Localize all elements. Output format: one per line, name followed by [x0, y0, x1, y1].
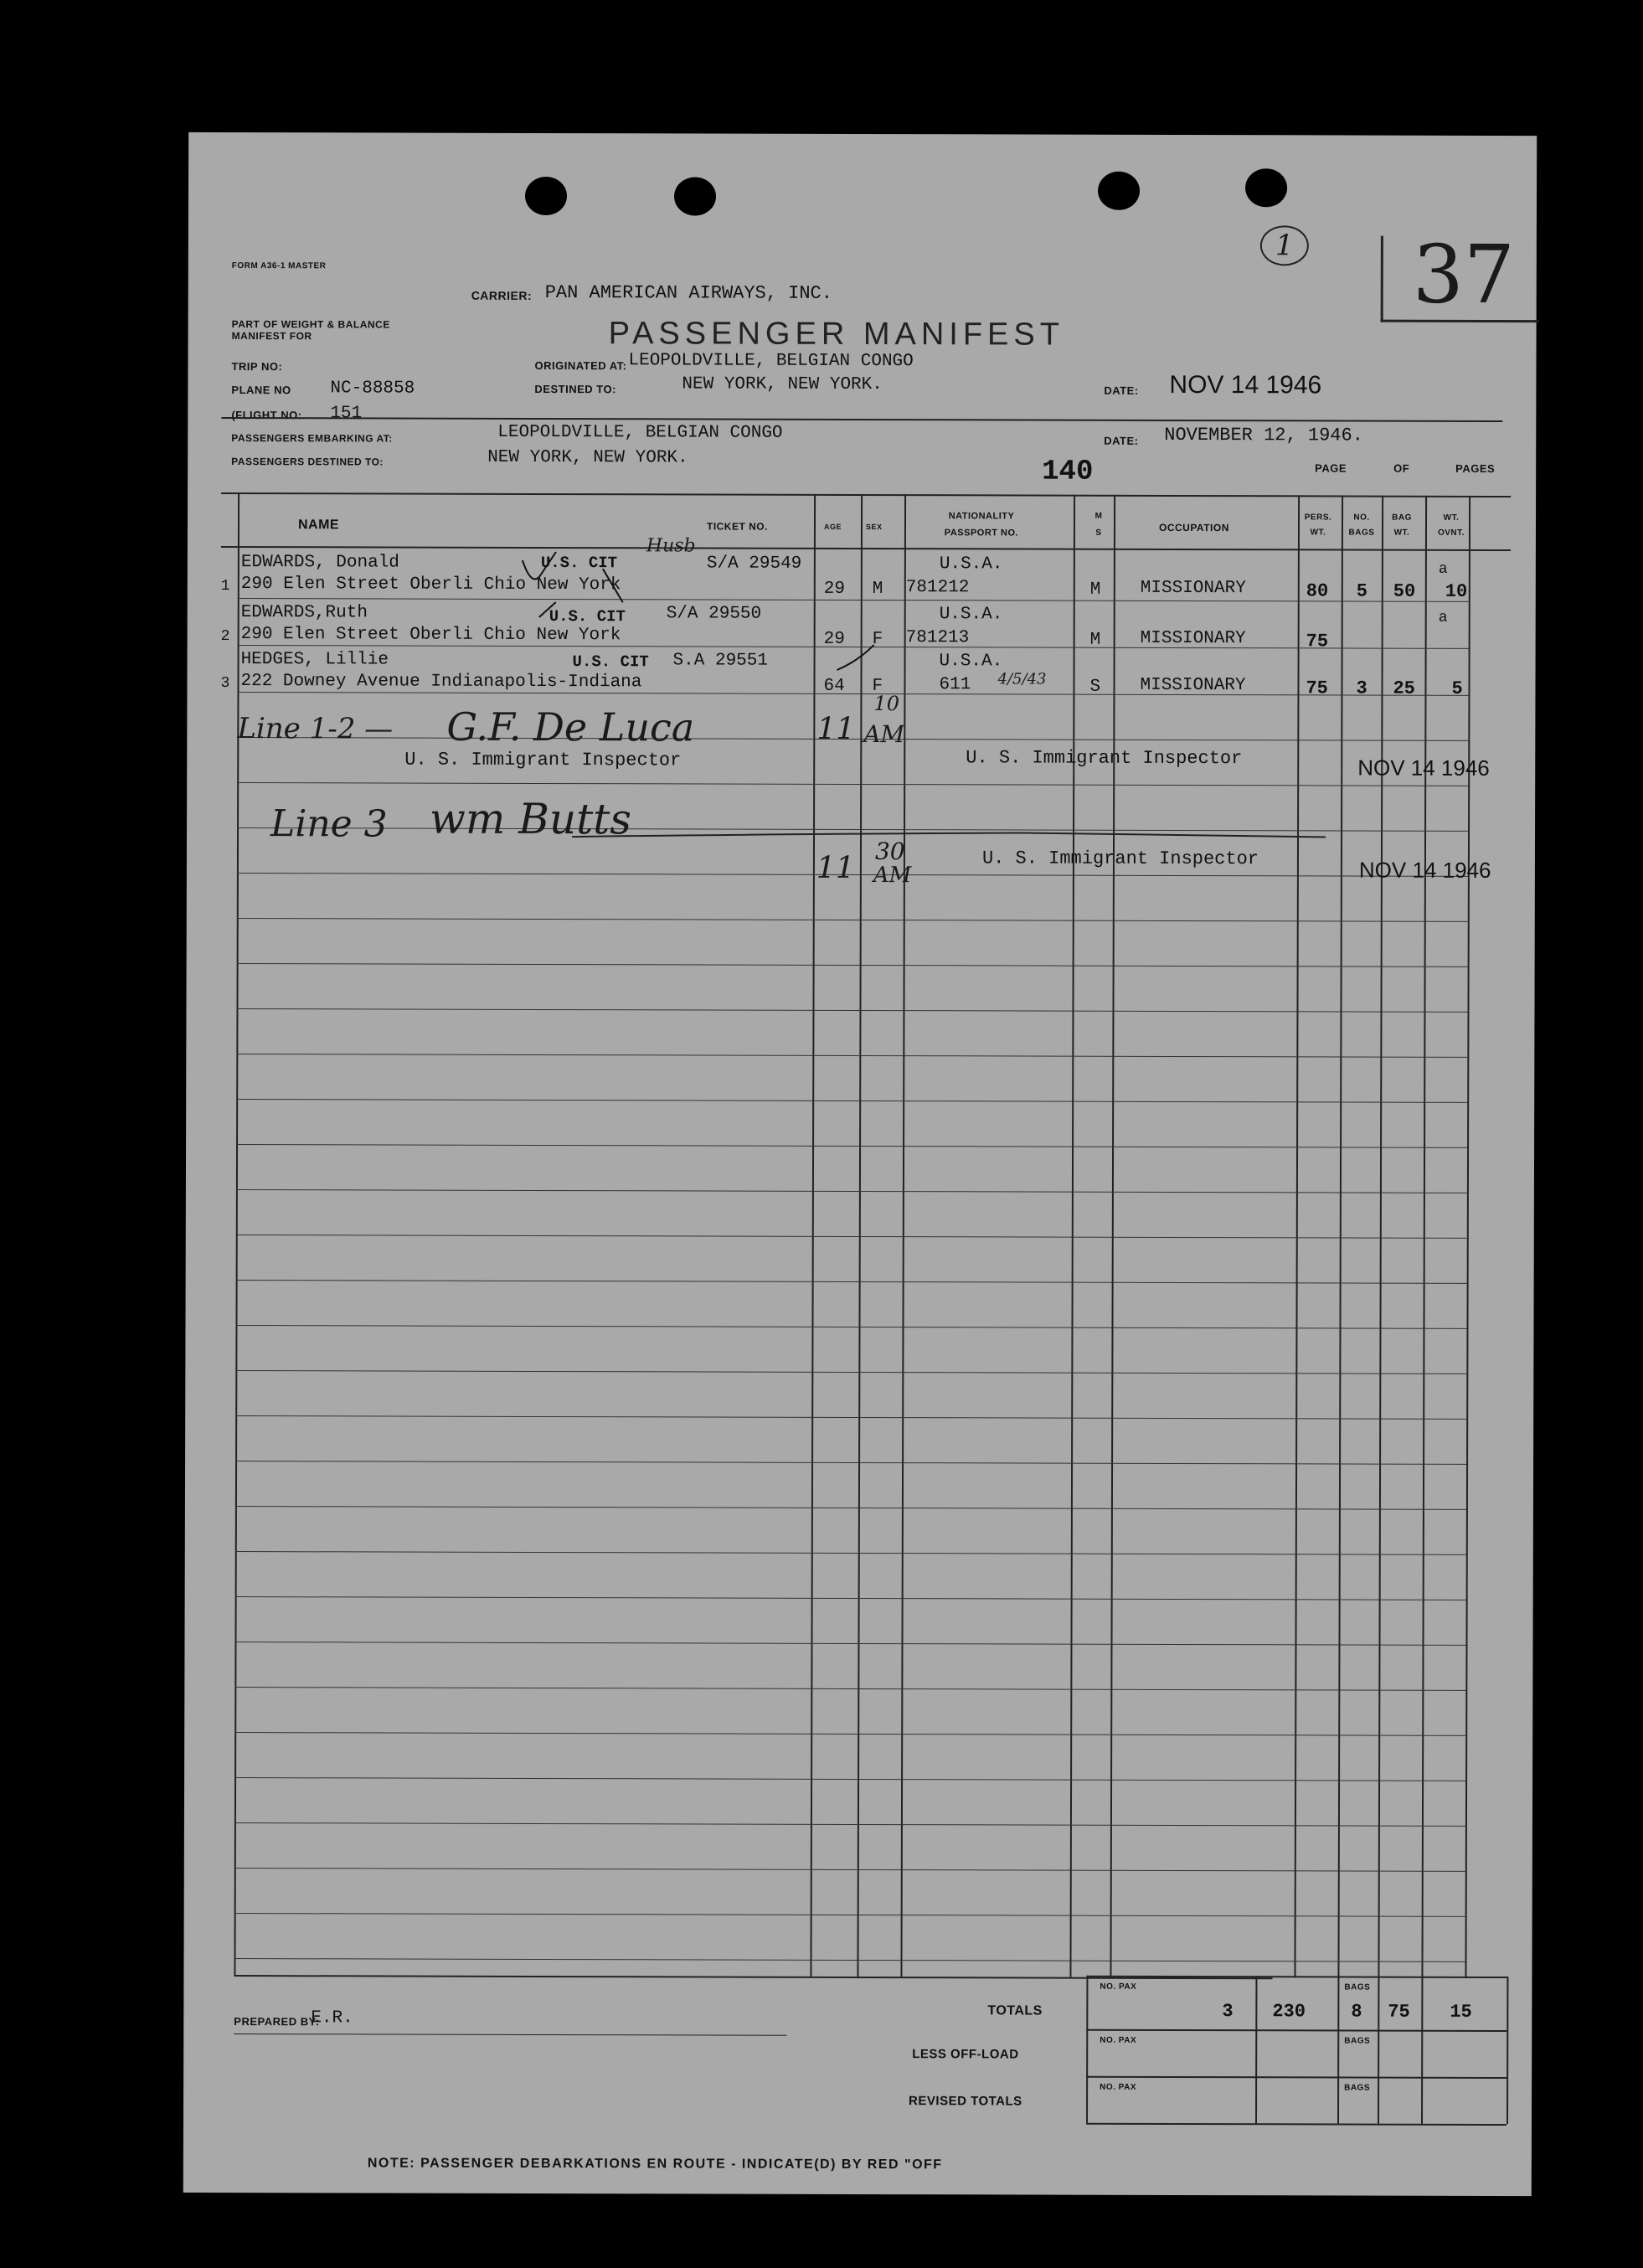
totals-ovnt: 15: [1450, 2001, 1472, 2023]
inspection-hour: 11: [816, 711, 856, 746]
col-wt-ovnt: WT. OVNT.: [1437, 513, 1465, 538]
passenger-address: 222 Downey Avenue Indianapolis-Indiana: [240, 672, 642, 693]
passenger-name: EDWARDS, Donald: [240, 553, 399, 573]
col-ticket: TICKET NO.: [706, 520, 769, 533]
passport-date-note: 4/5/43: [997, 670, 1047, 688]
totals-bag-weight: 75: [1388, 2001, 1410, 2023]
flight-value: 151: [330, 404, 363, 424]
pers-wt: 75: [1306, 631, 1329, 652]
no-bags: 5: [1356, 580, 1368, 602]
bags-label: BAGS: [1344, 2083, 1371, 2093]
occupation: MISSIONARY: [1140, 628, 1246, 649]
ticket-number: S.A 29551: [672, 651, 769, 671]
bags-label: BAGS: [1344, 1982, 1371, 1992]
husband-annotation: Husb: [646, 535, 696, 557]
destined-label: DESTINED TO:: [534, 382, 616, 396]
date2-label: DATE:: [1104, 434, 1139, 447]
ovnt-mark: a: [1438, 560, 1448, 578]
inspection-lines-label: Line 1-2 —: [237, 712, 394, 746]
page-label: PAGE: [1315, 461, 1347, 475]
citizenship-stamp: U.S. CIT: [540, 553, 618, 573]
inspector-signature: wm Butts: [430, 794, 632, 844]
nationality: U.S.A.: [939, 554, 1003, 575]
passenger-name: HEDGES, Lillie: [240, 650, 389, 670]
originated-label: ORIGINATED AT:: [534, 358, 627, 373]
manifest-title: PASSENGER MANIFEST: [608, 316, 1065, 353]
corner-number: 37: [1412, 227, 1516, 322]
row-number: 1: [220, 577, 230, 595]
col-ms: M S: [1094, 511, 1103, 538]
citizenship-stamp: U.S. CIT: [549, 607, 626, 626]
age: 29: [823, 629, 845, 649]
col-bag-wt: BAG WT.: [1392, 513, 1412, 538]
ticket-number: S/A 29549: [706, 554, 802, 574]
trip-label: TRIP NO:: [231, 360, 283, 374]
col-pers-wt: PERS. WT.: [1304, 513, 1332, 538]
inspection-hour: 11: [816, 850, 855, 885]
no-pax-label: NO. PAX: [1100, 1982, 1137, 1992]
carrier-value: PAN AMERICAN AIRWAYS, INC.: [544, 282, 833, 304]
bag-wt: 25: [1393, 678, 1415, 699]
inspector-title-stamp: U. S. Immigrant Inspector: [981, 848, 1259, 870]
totals-bags: 8: [1351, 2001, 1362, 2023]
bag-wt: 50: [1393, 580, 1416, 602]
less-offload-label: LESS OFF-LOAD: [912, 2047, 1019, 2062]
inspection-ampm: AM: [863, 720, 905, 749]
wt-ovnt: 10: [1445, 580, 1468, 602]
citizenship-stamp: U.S. CIT: [572, 652, 649, 672]
passport-number: 781212: [905, 578, 970, 598]
pers-wt: 75: [1306, 678, 1328, 699]
circled-number: 1: [1275, 229, 1294, 263]
passport-number: 611: [939, 675, 971, 695]
passport-number: 781213: [905, 628, 970, 648]
carrier-label: CARRIER:: [471, 288, 533, 302]
destined2-value: NEW YORK, NEW YORK.: [487, 447, 688, 468]
handwritten-marks: [183, 132, 1537, 2196]
marital-status: S: [1089, 677, 1101, 697]
footer-note: NOTE: PASSENGER DEBARKATIONS EN ROUTE - INDICATE(D) BY RED "OFF: [367, 2156, 943, 2173]
inspection-minute: 30: [874, 838, 905, 866]
flight-label: (FLIGHT NO:: [231, 409, 302, 422]
occupation: MISSIONARY: [1140, 675, 1246, 696]
inspector-title: U. S. Immigrant Inspector: [404, 749, 682, 771]
pages-label: PAGES: [1455, 461, 1496, 475]
prepared-label: PREPARED BY:: [234, 2015, 320, 2028]
destined2-label: PASSENGERS DESTINED TO:: [231, 456, 384, 468]
col-occupation: OCCUPATION: [1158, 521, 1229, 534]
inspector-signature: G.F. De Luca: [446, 704, 695, 750]
col-age: AGE: [823, 522, 842, 531]
age: 29: [823, 579, 846, 599]
col-sex: SEX: [865, 523, 883, 532]
date2-value: NOVEMBER 12, 1946.: [1164, 424, 1363, 446]
no-pax-label: NO. PAX: [1100, 2035, 1137, 2045]
row-number: 3: [220, 674, 230, 693]
row-number: 2: [220, 627, 230, 646]
ovnt-mark: a: [1438, 609, 1448, 626]
manifest-sheet: [183, 132, 1537, 2196]
part-of-label: PART OF WEIGHT & BALANCE MANIFEST FOR: [231, 318, 390, 343]
no-bags: 3: [1356, 678, 1367, 699]
plane-value: NC-88858: [330, 379, 415, 399]
inspector-title-stamp: U. S. Immigrant Inspector: [966, 747, 1243, 770]
date-label: DATE:: [1104, 384, 1139, 397]
col-name: NAME: [297, 518, 340, 533]
bags-label: BAGS: [1344, 2036, 1371, 2046]
passenger-name: EDWARDS,Ruth: [240, 603, 368, 623]
sex: F: [872, 630, 883, 650]
nationality: U.S.A.: [939, 605, 1003, 625]
form-number: FORM A36-1 MASTER: [231, 261, 327, 271]
ticket-number: S/A 29550: [666, 604, 762, 624]
embarking-label: PASSENGERS EMBARKING AT:: [231, 432, 393, 445]
embarking-value: LEOPOLDVILLE, BELGIAN CONGO: [497, 422, 783, 443]
passenger-address: 290 Elen Street Oberli Chio New York: [240, 575, 621, 595]
totals-weight: 230: [1272, 2001, 1306, 2023]
occupation: MISSIONARY: [1140, 578, 1246, 599]
age: 64: [823, 676, 845, 696]
plane-label: PLANE NO: [231, 384, 291, 397]
date-stamp: NOV 14 1946: [1169, 370, 1322, 399]
col-no-bags: NO. BAGS: [1348, 513, 1375, 538]
nationality: U.S.A.: [939, 652, 1003, 672]
page-number: 140: [1042, 456, 1094, 488]
inspection-lines-label: Line 3: [270, 802, 388, 846]
inspection-ampm: AM: [873, 863, 912, 889]
passenger-address: 290 Elen Street Oberli Chio New York: [240, 625, 621, 646]
inspection-date-stamp: NOV 14 1946: [1358, 857, 1491, 883]
prepared-value: E.R.: [311, 2008, 353, 2028]
col-nationality: NATIONALITY PASSPORT NO.: [944, 511, 1019, 539]
inspection-minute: 10: [873, 692, 900, 716]
destined-value: NEW YORK, NEW YORK.: [682, 374, 883, 395]
no-pax-label: NO. PAX: [1100, 2082, 1137, 2092]
wt-ovnt: 5: [1451, 678, 1463, 699]
marital-status: M: [1089, 580, 1101, 600]
originated-value: LEOPOLDVILLE, BELGIAN CONGO: [628, 351, 914, 372]
totals-label: TOTALS: [987, 2003, 1043, 2018]
revised-totals-label: REVISED TOTALS: [909, 2094, 1022, 2109]
totals-pax: 3: [1222, 2001, 1234, 2023]
sex: F: [872, 677, 883, 697]
pers-wt: 80: [1306, 580, 1329, 602]
sex: M: [872, 580, 883, 600]
inspection-date-stamp: NOV 14 1946: [1357, 755, 1490, 781]
marital-status: M: [1089, 630, 1101, 650]
of-label: OF: [1393, 461, 1410, 475]
